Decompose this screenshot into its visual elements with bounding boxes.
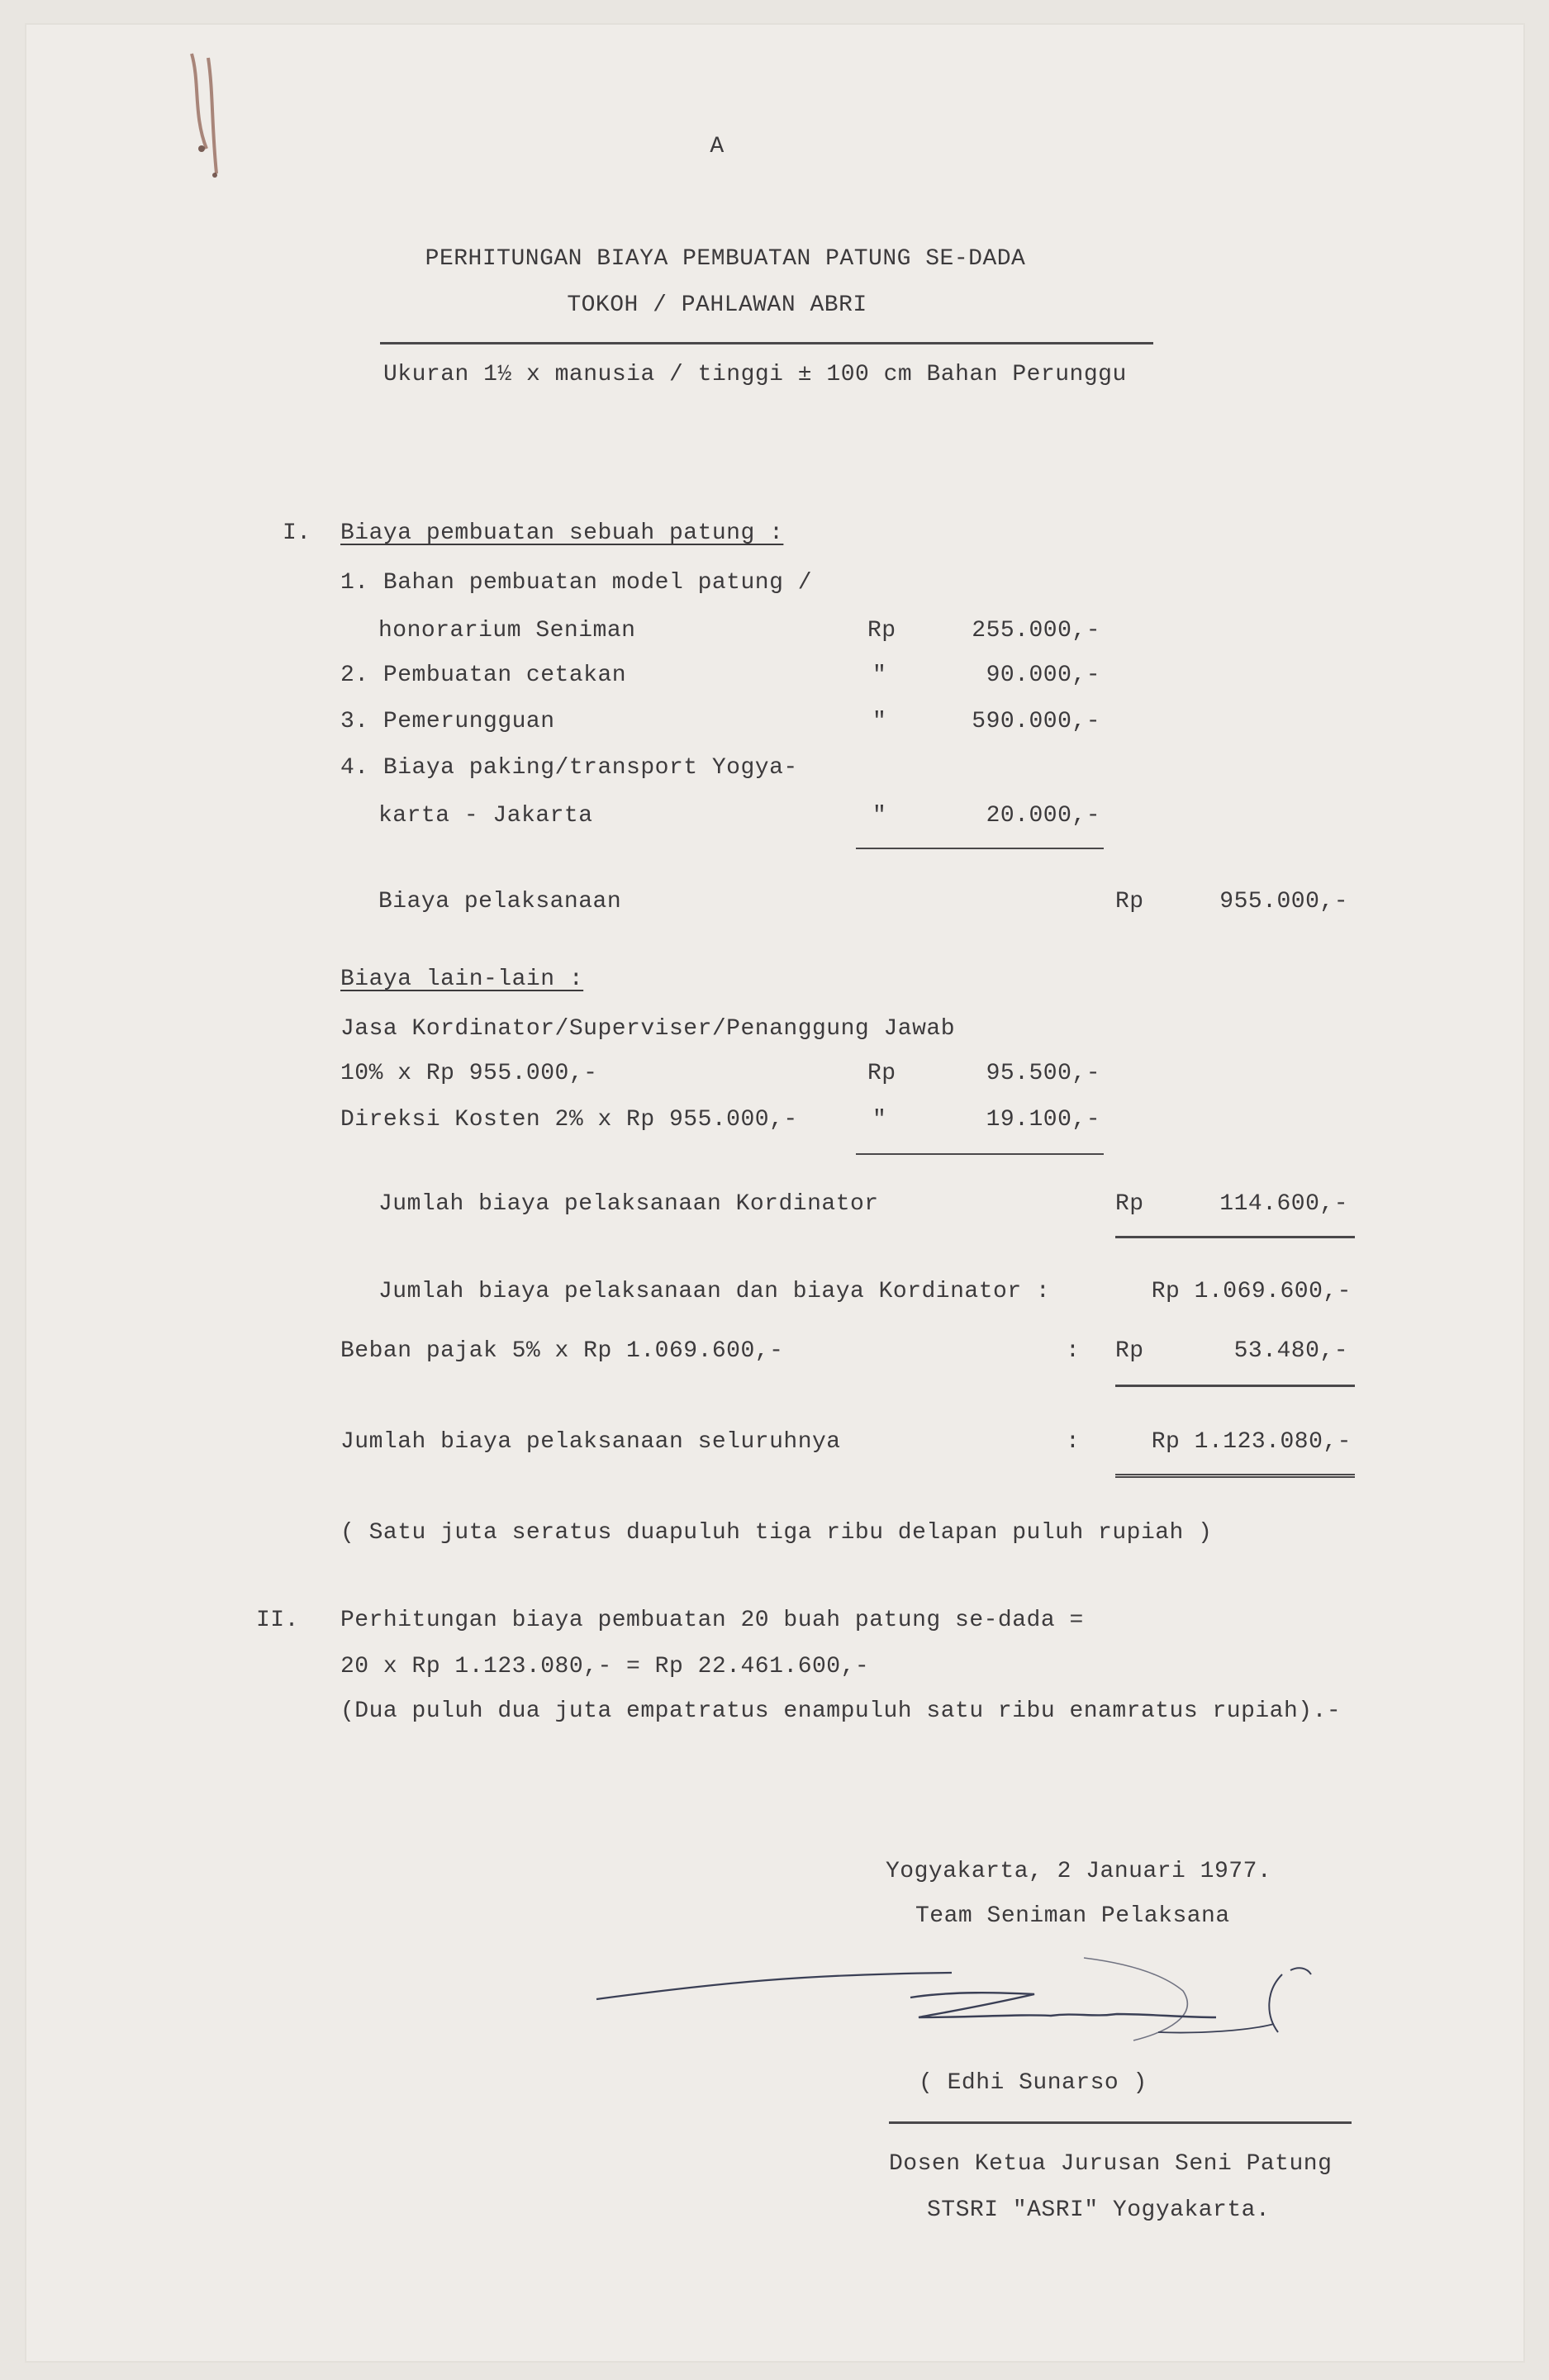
coordinator-fee-line: Jasa Kordinator/Superviser/Penanggung Jawab <box>340 1016 956 1042</box>
signatory-institution: STSRI "ASRI" Yogyakarta. <box>927 2197 1271 2223</box>
subtotal-amount: 955.000,- <box>1219 889 1348 914</box>
grand-total-colon: : <box>1066 1429 1081 1455</box>
signatory-position: Dosen Ketua Jurusan Seni Patung <box>889 2151 1333 2177</box>
tax-colon: : <box>1066 1338 1081 1364</box>
grand-total-rule <box>1115 1385 1355 1387</box>
item2-amount: 90.000,- <box>986 663 1100 688</box>
specification-line: Ukuran 1½ x manusia / tinggi ± 100 cm Bahan Perunggu <box>383 362 1127 387</box>
title-rule <box>380 342 1153 344</box>
item4-line2: karta - Jakarta <box>378 803 593 829</box>
place-and-date: Yogyakarta, 2 Januari 1977. <box>886 1859 1272 1884</box>
section-numeral-2: II. <box>256 1608 299 1633</box>
direction-cost-calc: Direksi Kosten 2% x Rp 955.000,- <box>340 1107 798 1133</box>
grand-total-value: Rp 1.123.080,- <box>1151 1429 1352 1455</box>
item3-line1: 3. Pemerungguan <box>340 709 555 734</box>
section2-amount-in-words: (Dua puluh dua juta empatratus enampuluh satu ribu enamratus rupiah).- <box>340 1698 1342 1724</box>
item1-line1: 1. Bahan pembuatan model patung / <box>340 570 812 596</box>
section-numeral-1: I. <box>283 520 311 546</box>
signatory-name: ( Edhi Sunarso ) <box>919 2070 1147 2096</box>
coordinator-fee-amount: 95.500,- <box>986 1061 1100 1086</box>
handwritten-signature <box>588 1925 1480 2057</box>
section1-heading: Biaya pembuatan sebuah patung : <box>340 520 784 546</box>
section2-line2: 20 x Rp 1.123.080,- = Rp 22.461.600,- <box>340 1654 870 1679</box>
grand-total-label: Jumlah biaya pelaksanaan seluruhnya <box>340 1429 841 1455</box>
item2-line1: 2. Pembuatan cetakan <box>340 663 627 688</box>
direction-cost-amount: 19.100,- <box>986 1107 1100 1133</box>
coordinator-subtotal-amount: 114.600,- <box>1219 1191 1348 1217</box>
other-costs-heading: Biaya lain-lain : <box>340 967 584 992</box>
section1-sum-rule <box>856 848 1104 849</box>
coordinator-fee-currency: Rp <box>867 1061 896 1086</box>
combined-rule <box>1115 1236 1355 1238</box>
subtotal-currency: Rp <box>1115 889 1144 914</box>
tax-amount: 53.480,- <box>1233 1338 1348 1364</box>
item1-currency: Rp <box>867 618 896 644</box>
team-name: Team Seniman Pelaksana <box>915 1903 1230 1929</box>
document-title-line2: TOKOH / PAHLAWAN ABRI <box>567 292 867 318</box>
staple-tear-mark <box>183 50 241 198</box>
page-mark: A <box>710 134 725 159</box>
combined-total-label: Jumlah biaya pelaksanaan dan biaya Kordinator : <box>378 1279 1051 1304</box>
item4-currency: " <box>872 803 887 829</box>
direction-cost-currency: " <box>872 1107 887 1133</box>
tax-currency: Rp <box>1115 1338 1144 1364</box>
coordinator-subtotal-label: Jumlah biaya pelaksanaan Kordinator <box>378 1191 879 1217</box>
item4-amount: 20.000,- <box>986 803 1100 829</box>
section2-line1: Perhitungan biaya pembuatan 20 buah patung se-dada = <box>340 1608 1084 1633</box>
grand-total-double-rule <box>1115 1474 1355 1480</box>
item4-line1: 4. Biaya paking/transport Yogya- <box>340 755 798 781</box>
document-title-line1: PERHITUNGAN BIAYA PEMBUATAN PATUNG SE-DADA <box>425 246 1026 272</box>
combined-total-value: Rp 1.069.600,- <box>1151 1279 1352 1304</box>
coordinator-subtotal-currency: Rp <box>1115 1191 1144 1217</box>
other-costs-sum-rule <box>856 1153 1104 1155</box>
signatory-rule <box>889 2121 1352 2124</box>
item3-amount: 590.000,- <box>972 709 1100 734</box>
subtotal-label: Biaya pelaksanaan <box>378 889 622 914</box>
tax-label: Beban pajak 5% x Rp 1.069.600,- <box>340 1338 784 1364</box>
amount-in-words: ( Satu juta seratus duapuluh tiga ribu delapan puluh rupiah ) <box>340 1520 1213 1546</box>
item3-currency: " <box>872 709 887 734</box>
item1-amount: 255.000,- <box>972 618 1100 644</box>
document-page <box>26 25 1523 2361</box>
item1-line2: honorarium Seniman <box>378 618 636 644</box>
coordinator-fee-calc: 10% x Rp 955.000,- <box>340 1061 598 1086</box>
item2-currency: " <box>872 663 887 688</box>
